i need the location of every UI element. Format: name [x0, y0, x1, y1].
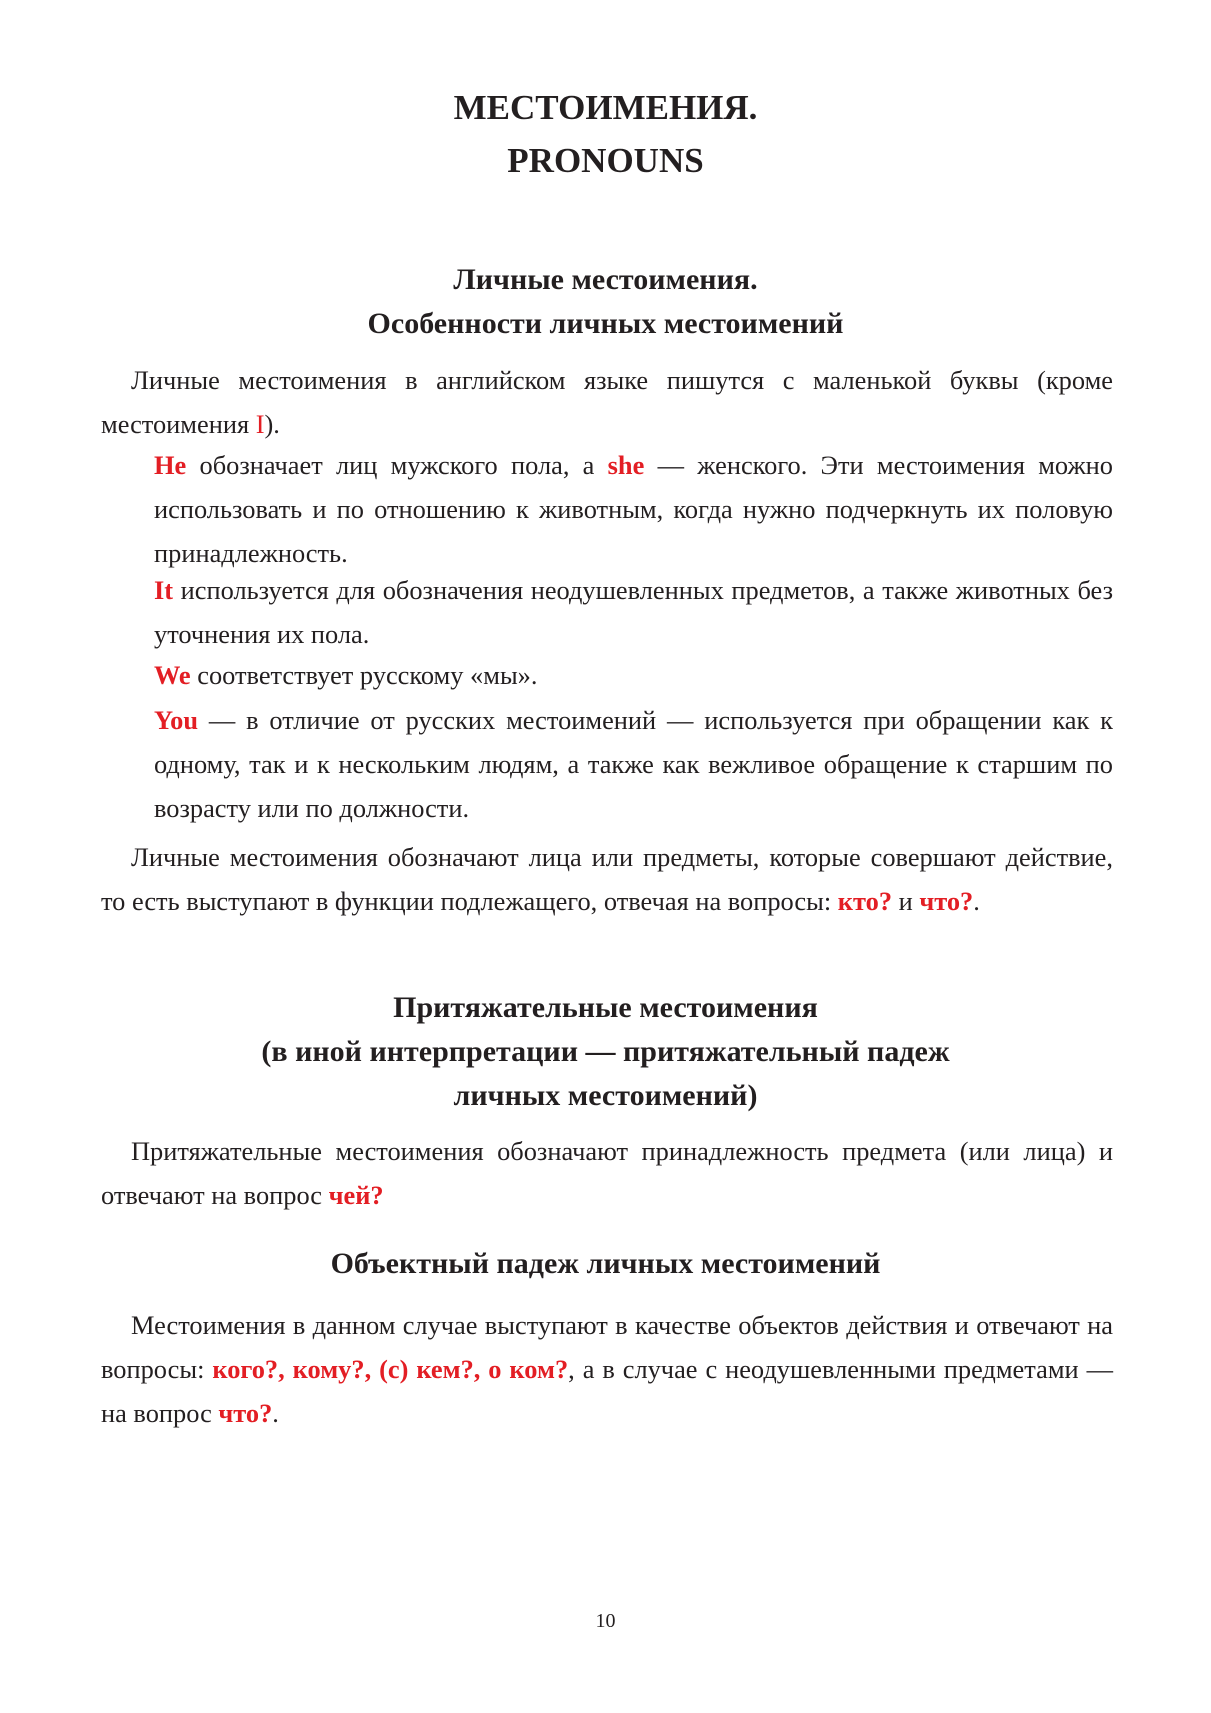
item-it — [154, 568, 1113, 656]
pronoun-you: You — [154, 705, 199, 735]
pronoun-i: I — [255, 409, 265, 439]
item-he-she — [154, 443, 1113, 575]
section2-text — [101, 1129, 1113, 1217]
section2-heading-line3: личных местоимений) — [453, 1079, 758, 1112]
item-you-text: — в отличие от русских местоимений — используется при обращении как к одному, так и к нескольким людям, а также как вежливое обращение к старшим по возрасту или по должности. — [154, 705, 1113, 823]
section2-heading-line1: Притяжательные местоимения — [393, 991, 818, 1024]
item-you — [154, 698, 1113, 830]
closing-text: Личные местоимения обозначают лица или предметы, которые совершают действие, то есть выступают в функции подлежащего, отвечая на вопросы: — [101, 842, 1113, 916]
section2-heading-line2: (в иной интерпретации — притяжательный падеж — [261, 1035, 950, 1068]
closing-tail: . — [973, 886, 980, 916]
questions-objective: кого?, кому?, (с) кем?, о ком? — [212, 1354, 569, 1384]
objective-mid: , а в случае с неодушевленными предметами — на вопрос — [101, 1354, 1113, 1428]
section3-text — [101, 1303, 1113, 1435]
closing-mid: и — [892, 886, 920, 916]
item-she-text: — женского. Эти местоимения можно использовать и по отношению к животным, когда нужно подчеркнуть их половую принадлежность. — [154, 450, 1114, 568]
item-we-text: соответствует русскому «мы». — [190, 660, 538, 690]
question-who: кто? — [837, 886, 893, 916]
pronoun-she: she — [607, 450, 645, 480]
possessive-text: Притяжательные местоимения обозначают принадлежность предмета (или лица) и отвечают на вопрос — [101, 1136, 1113, 1210]
intro-tail: ). — [264, 409, 280, 439]
section1-heading — [0, 258, 1211, 346]
intro-text: Личные местоимения в английском языке пишутся с маленькой буквы (кроме местоимения — [101, 365, 1113, 439]
section3-heading: Объектный падеж личных местоимений — [330, 1247, 881, 1280]
pronoun-he: He — [154, 450, 187, 480]
page-title-line1: МЕСТОИМЕНИЯ. — [453, 88, 758, 127]
section1-heading-line1: Личные местоимения. — [453, 263, 758, 296]
question-whose: чей? — [328, 1180, 384, 1210]
objective-text: Местоимения в данном случае выступают в качестве объектов действия и отвечают на вопросы: — [101, 1310, 1113, 1384]
section1-heading-line2: Особенности личных местоимений — [367, 307, 844, 340]
section1-closing — [101, 835, 1113, 923]
pronoun-we: We — [154, 660, 191, 690]
question-what-objective: что? — [218, 1398, 273, 1428]
page-title-line2: PRONOUNS — [507, 141, 704, 180]
question-what: что? — [919, 886, 974, 916]
item-it-text: используется для обозначения неодушевленных предметов, а также животных без уточнения их пола. — [154, 575, 1113, 649]
section1-intro — [101, 358, 1113, 446]
section2-heading — [0, 986, 1211, 1118]
pronoun-it: It — [154, 575, 174, 605]
item-he-text: обозначает лиц мужского пола, а — [186, 450, 608, 480]
page-number: 10 — [595, 1610, 616, 1632]
objective-tail: . — [272, 1398, 279, 1428]
item-we — [154, 653, 1113, 697]
